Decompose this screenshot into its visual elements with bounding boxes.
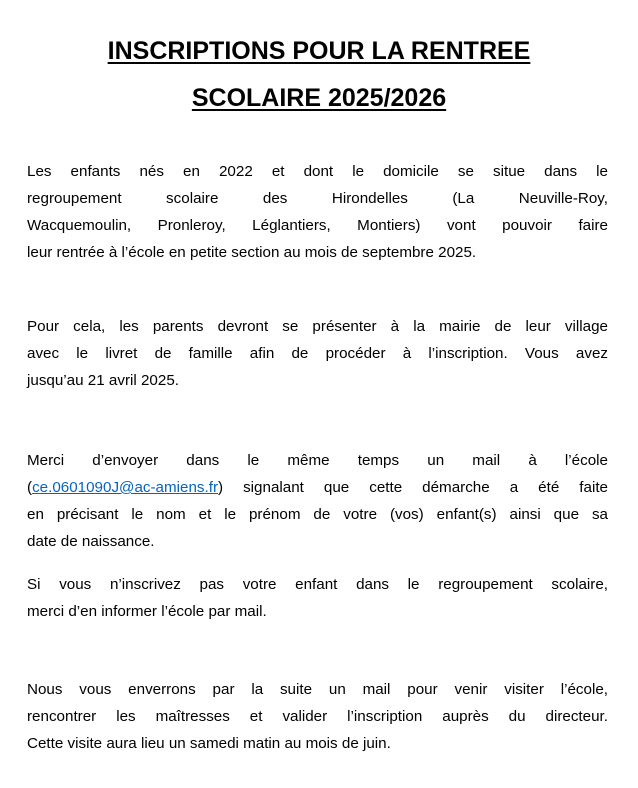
school-email-link[interactable]: ce.0601090J@ac-amiens.fr: [32, 479, 219, 496]
title-line-2: SCOLAIRE 2025/2026: [191, 84, 447, 112]
paragraph-line: Pour cela, les parents devront se présenter à la mairie de leur village: [27, 318, 608, 335]
paragraph-line: Wacquemoulin, Pronleroy, Léglantiers, Montiers) vont pouvoir faire: [27, 217, 608, 234]
paragraph-line: Nous vous enverrons par la suite un mail pour venir visiter l’école,: [27, 681, 608, 698]
paragraph-line: Cette visite aura lieu un samedi matin au mois de juin.: [27, 735, 391, 752]
paragraph-line: en précisant le nom et le prénom de votre (vos) enfant(s) ainsi que sa: [27, 506, 608, 523]
paragraph-line: rencontrer les maîtresses et valider l’inscription auprès du directeur.: [27, 708, 608, 725]
paren-open: (: [27, 479, 33, 496]
title-line-1: INSCRIPTIONS POUR LA RENTREE: [107, 37, 531, 65]
paragraph-eligibility: [27, 158, 608, 266]
paragraph-email-request: [27, 447, 608, 555]
paragraph-line: date de naissance.: [27, 533, 155, 550]
paragraph-line: regroupement scolaire des Hirondelles (La Neuville-Roy,: [27, 190, 608, 207]
line-text: ) signalant que cette démarche a été faite: [218, 479, 608, 496]
paragraph-line: merci d’en informer l’école par mail.: [27, 603, 267, 620]
paragraph-line: leur rentrée à l’école en petite section au mois de septembre 2025.: [27, 244, 477, 261]
paragraph-line: avec le livret de famille afin de procéder à l’inscription. Vous avez: [27, 345, 608, 362]
paragraph-line: Merci d’envoyer dans le même temps un mail à l’école: [27, 452, 608, 469]
paragraph-line: Si vous n’inscrivez pas votre enfant dans le regroupement scolaire,: [27, 576, 608, 593]
paragraph-not-registering: [27, 571, 608, 625]
paragraph-line-with-email: [27, 474, 608, 501]
paragraph-line: jusqu’au 21 avril 2025.: [27, 372, 179, 389]
paragraph-line: Les enfants nés en 2022 et dont le domicile se situe dans le: [27, 163, 608, 180]
paragraph-registration: [27, 313, 608, 394]
paragraph-school-visit: [27, 676, 608, 757]
